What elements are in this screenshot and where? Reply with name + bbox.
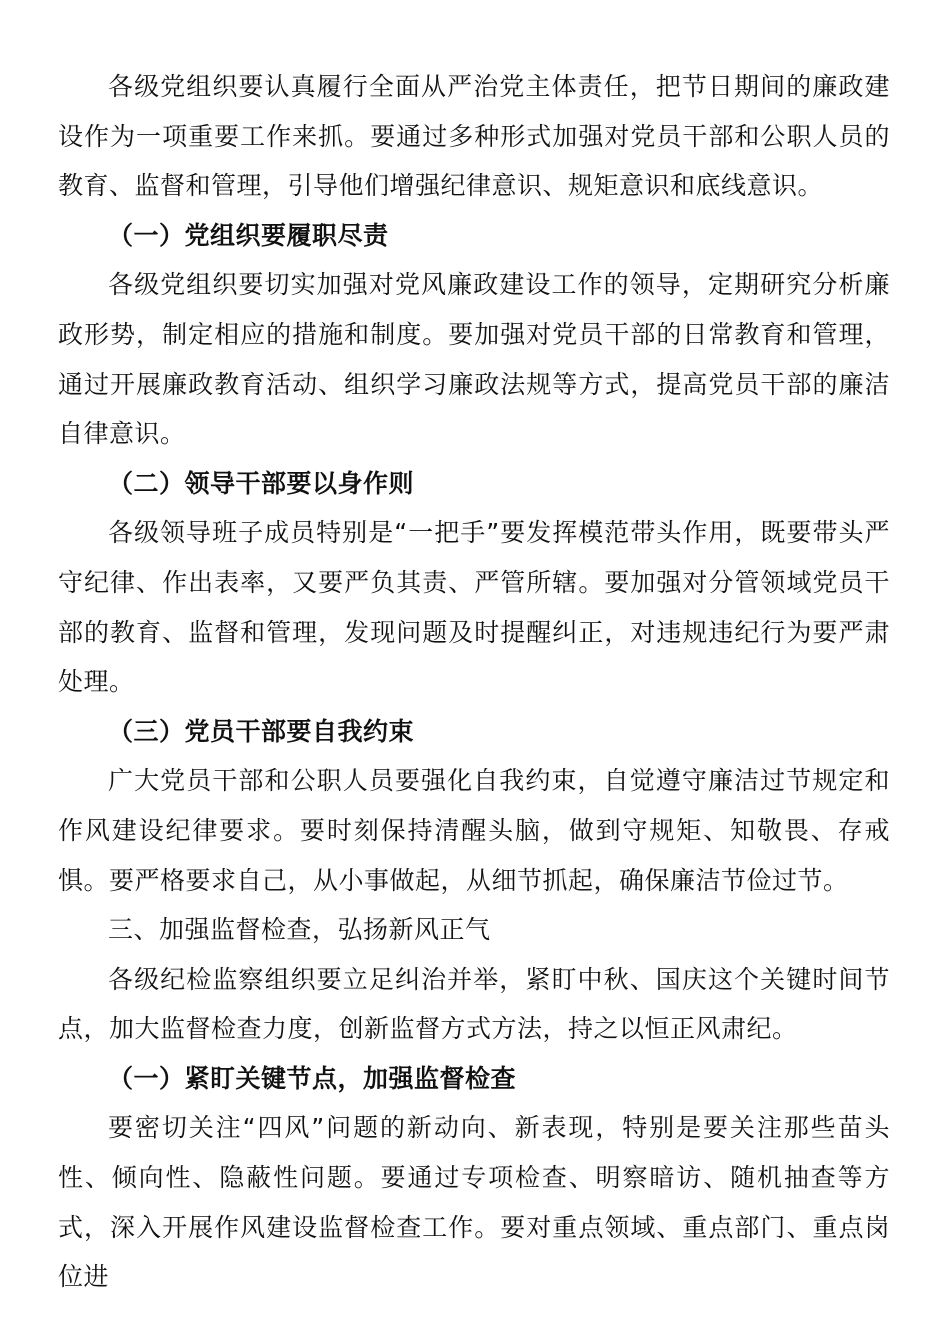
subheading-3-1: （一）紧盯关键节点，加强监督检查 — [108, 1063, 517, 1093]
paragraph-3: 各级领导班子成员特别是“一把手”要发挥模范带头作用，既要带头严守纪律、作出表率，又要严负其责、严管所辖。要加强对分管领域党员干部的教育、监督和管理，发现问题及时提醒纠正，对违规违纪行为要严肃处理。 — [58, 518, 890, 697]
subheading-2: （二）领导干部要以身作则 — [108, 468, 415, 498]
paragraph-5: 各级纪检监察组织要立足纠治并举，紧盯中秋、国庆这个关键时间节点，加大监督检查力度，创新监督方式方法，持之以恒正风肃纪。 — [58, 964, 890, 1044]
paragraph-6: 要密切关注“四风”问题的新动向、新表现，特别是要关注那些苗头性、倾向性、隐蔽性问题。要通过专项检查、明察暗访、随机抽查等方式，深入开展作风建设监督检查工作。要对重点领域、重点部门、重点岗位进 — [58, 1113, 890, 1292]
paragraph-2: 各级党组织要切实加强对党风廉政建设工作的领导，定期研究分析廉政形势，制定相应的措施和制度。要加强对党员干部的日常教育和管理，通过开展廉政教育活动、组织学习廉政法规等方式，提高党员干部的廉洁自律意识。 — [58, 270, 890, 449]
paragraph-1: 各级党组织要认真履行全面从严治党主体责任，把节日期间的廉政建设作为一项重要工作来抓。要通过多种形式加强对党员干部和公职人员的教育、监督和管理，引导他们增强纪律意识、规矩意识和底线意识。 — [58, 72, 890, 201]
paragraph-4: 广大党员干部和公职人员要强化自我约束，自觉遵守廉洁过节规定和作风建设纪律要求。要时刻保持清醒头脑，做到守规矩、知敬畏、存戒惧。要严格要求自己，从小事做起，从细节抓起，确保廉洁节俭过节。 — [58, 766, 890, 895]
document-page — [58, 62, 890, 1302]
section-heading-3: 三、加强监督检查，弘扬新风正气 — [108, 915, 491, 945]
subheading-3: （三）党员干部要自我约束 — [108, 716, 415, 746]
subheading-1: （一）党组织要履职尽责 — [108, 220, 389, 250]
